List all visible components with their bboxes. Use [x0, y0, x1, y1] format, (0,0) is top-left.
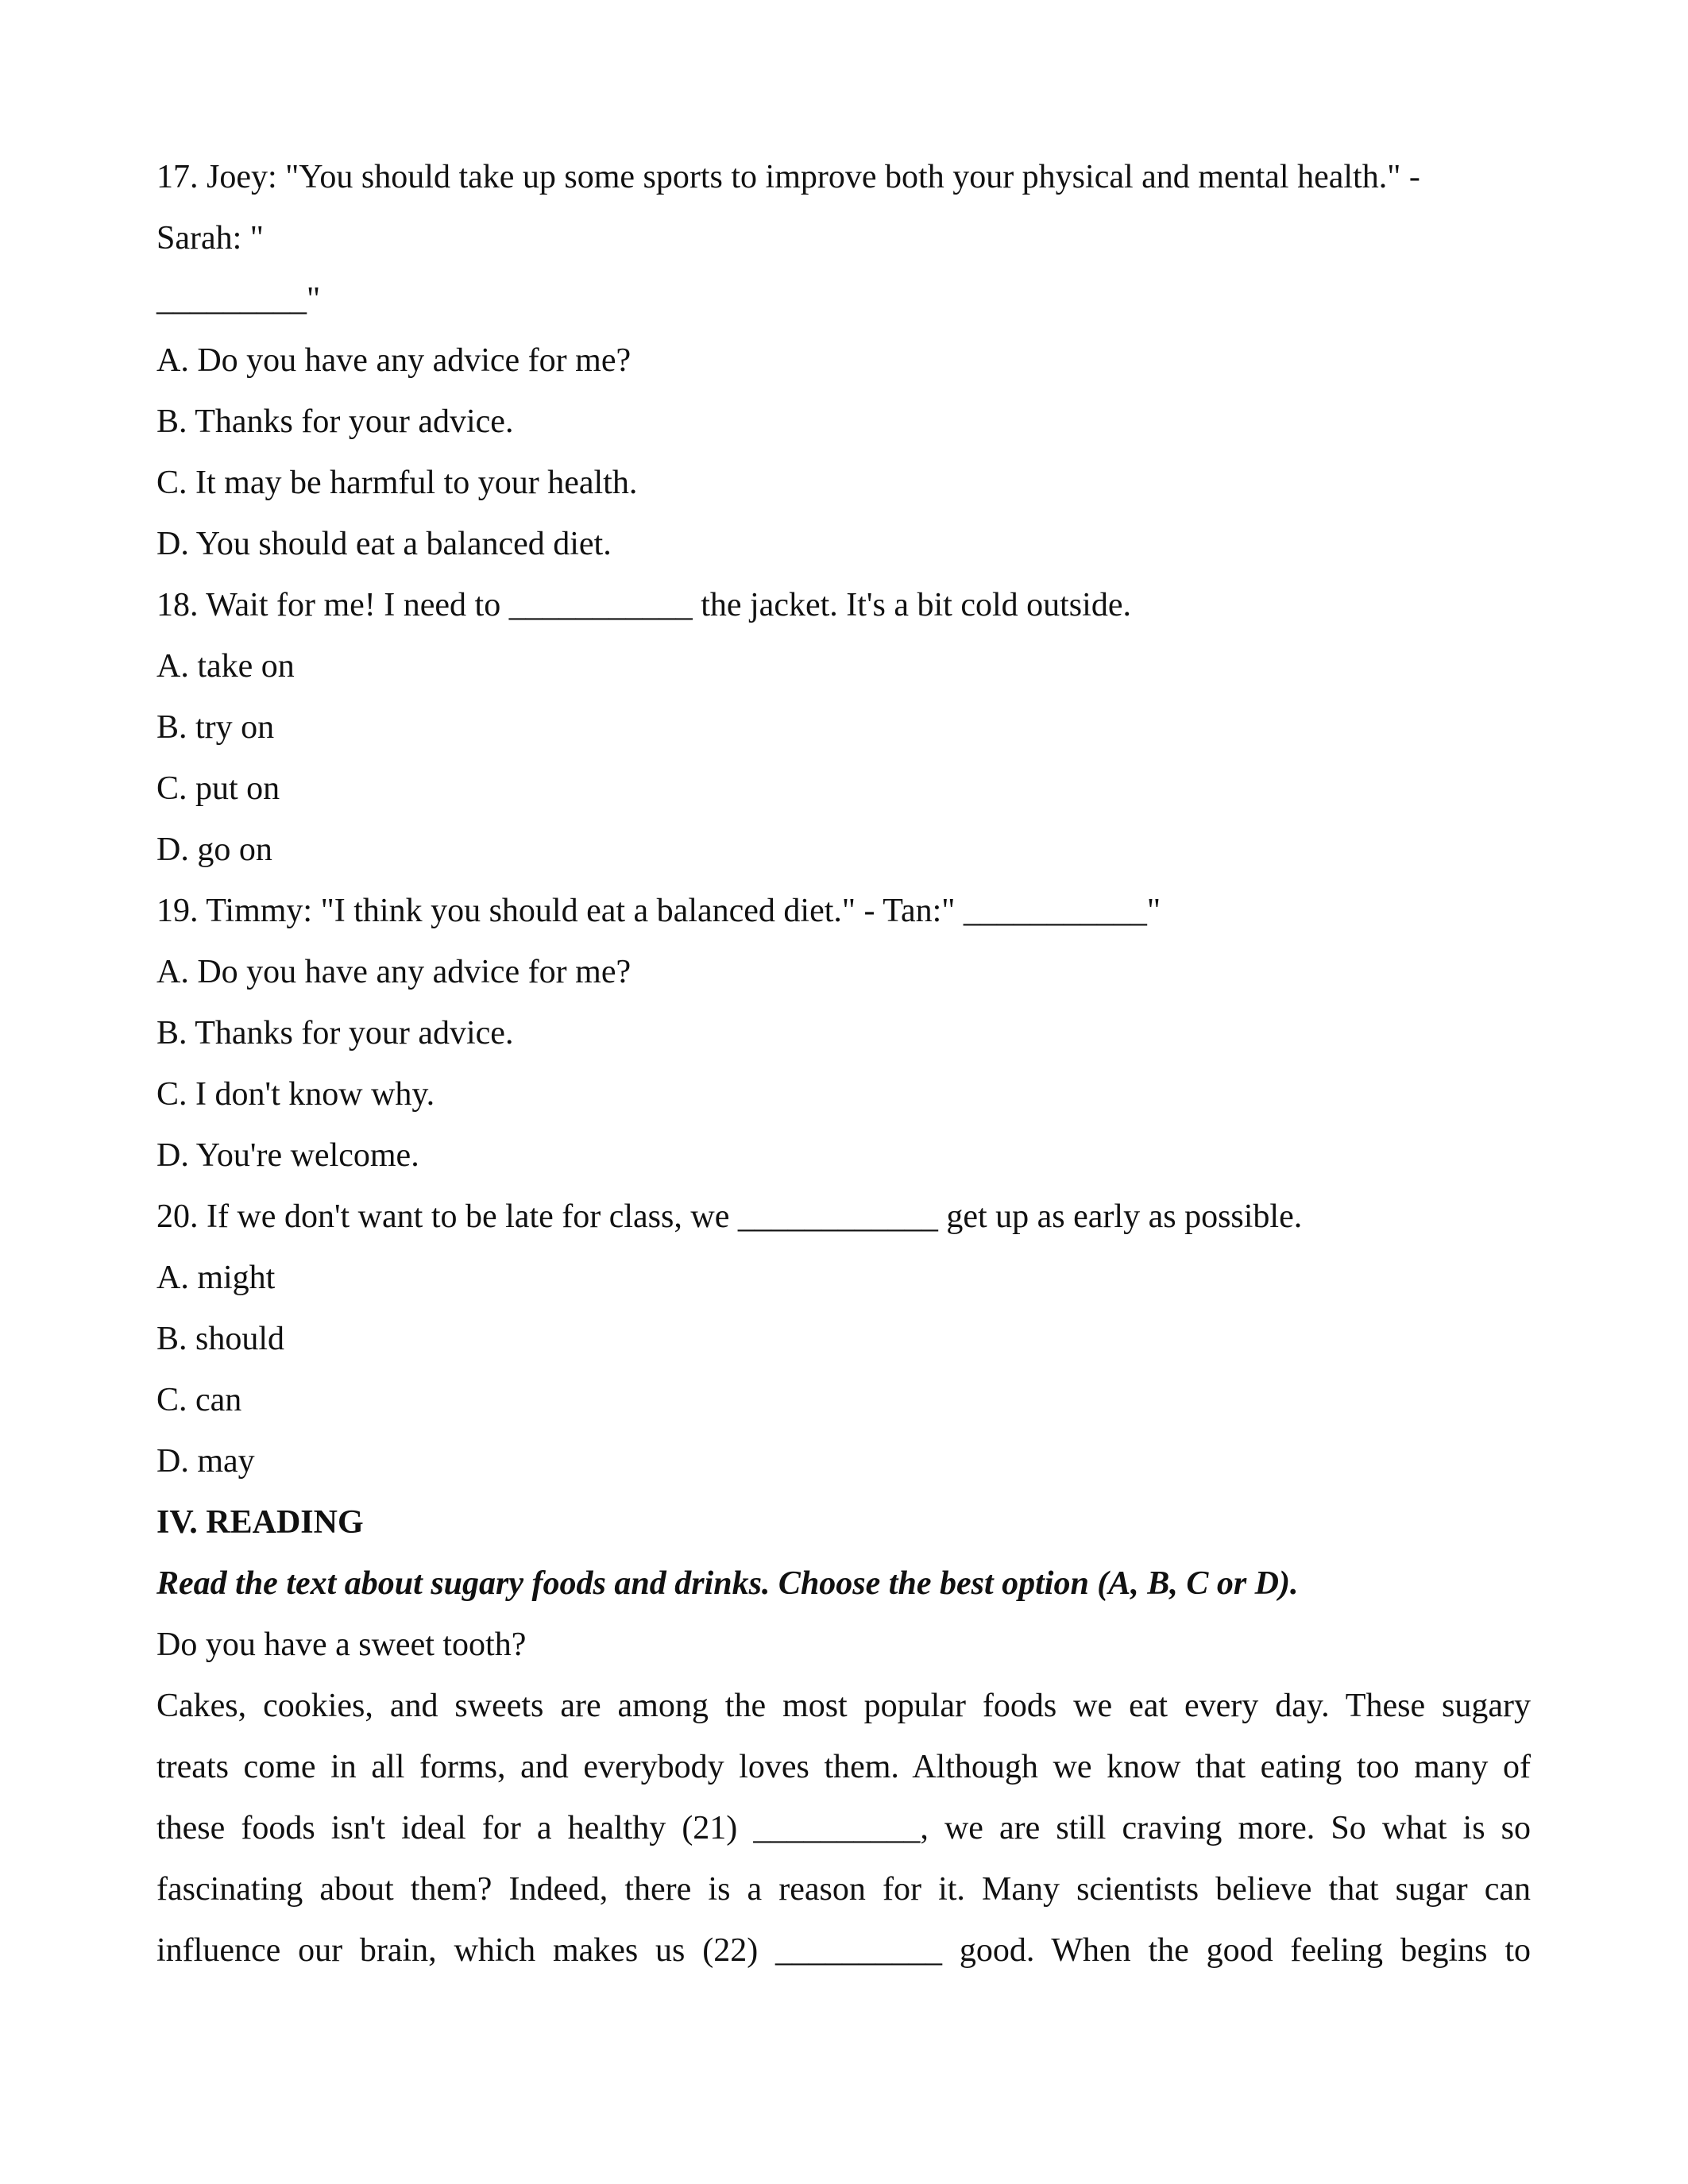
q19-stem: 19. Timmy: "I think you should eat a balanced diet." - Tan:" ___________": [156, 893, 1161, 929]
q20-option-c: C. can: [156, 1382, 242, 1418]
q17-option-d: D. You should eat a balanced diet.: [156, 526, 612, 562]
q20-stem: 20. If we don't want to be late for class, we ____________ get up as early as possible.: [156, 1198, 1303, 1235]
q18-stem: 18. Wait for me! I need to ___________ the jacket. It's a bit cold outside.: [156, 587, 1131, 623]
q20-option-d: D. may: [156, 1443, 255, 1480]
passage-line-5: influence our brain, which makes us (22) __________ good. When the good feeling begins to: [156, 1932, 1531, 1969]
passage-line-3: these foods isn't ideal for a healthy (21) __________, we are still craving more. So what is so: [156, 1810, 1531, 1846]
q17-stem-line-2: Sarah: ": [156, 220, 264, 257]
q19-option-c: C. I don't know why.: [156, 1076, 435, 1113]
q17-stem-line-1: 17. Joey: "You should take up some sports to improve both your physical and mental health." -: [156, 159, 1420, 195]
q17-stem-line-3: _________": [156, 281, 321, 318]
q18-option-a: A. take on: [156, 648, 295, 685]
reading-instruction: Read the text about sugary foods and drinks. Choose the best option (A, B, C or D).: [156, 1565, 1299, 1602]
q18-option-b: B. try on: [156, 709, 275, 746]
q20-option-b: B. should: [156, 1321, 285, 1357]
q17-option-c: C. It may be harmful to your health.: [156, 465, 638, 501]
q19-option-d: D. You're welcome.: [156, 1137, 419, 1174]
passage-line-4: fascinating about them? Indeed, there is a reason for it. Many scientists believe that sugar can: [156, 1871, 1531, 1908]
q19-option-a: A. Do you have any advice for me?: [156, 954, 632, 990]
q18-option-d: D. go on: [156, 832, 272, 868]
passage-line-2: treats come in all forms, and everybody loves them. Although we know that eating too many of: [156, 1749, 1531, 1785]
section-heading: IV. READING: [156, 1504, 364, 1541]
q17-option-b: B. Thanks for your advice.: [156, 403, 514, 440]
q20-option-a: A. might: [156, 1260, 276, 1296]
passage-title: Do you have a sweet tooth?: [156, 1626, 527, 1663]
passage-line-1: Cakes, cookies, and sweets are among the most popular foods we eat every day. These sugary: [156, 1688, 1531, 1724]
q17-option-a: A. Do you have any advice for me?: [156, 342, 632, 379]
q18-option-c: C. put on: [156, 770, 280, 807]
q19-option-b: B. Thanks for your advice.: [156, 1015, 514, 1051]
